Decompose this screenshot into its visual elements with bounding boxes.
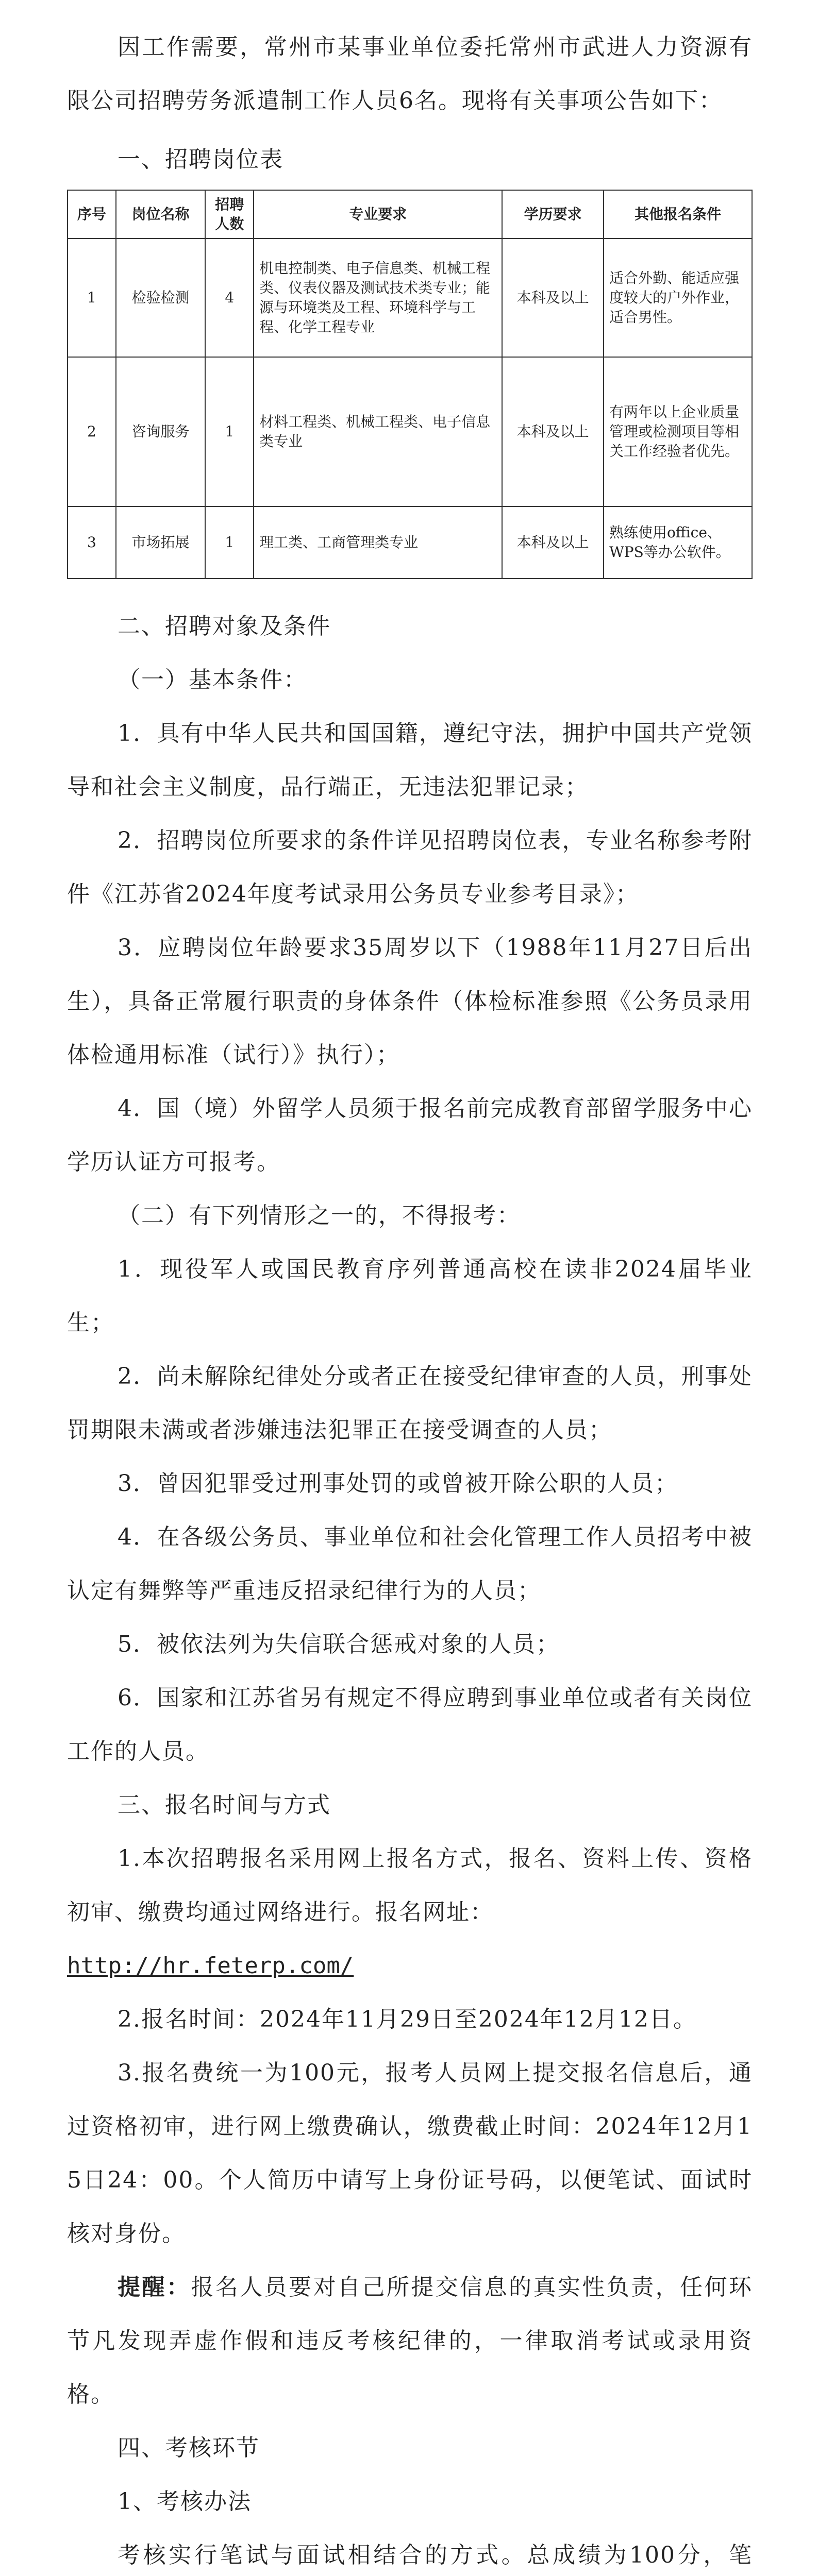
registration-method: 1.本次招聘报名采用网上报名方式，报名、资料上传、资格初审、缴费均通过网络进行。报名网址：: [67, 1845, 753, 1925]
registration-time: 2.报名时间：2024年11月29日至2024年12月12日。: [118, 2006, 697, 2032]
col-header-no: 序号: [68, 190, 116, 239]
intro-paragraph: 因工作需要，常州市某事业单位委托常州市武进人力资源有限公司招聘劳务派遣制工作人员6名。现将有关事项公告如下：: [67, 34, 753, 114]
cell-edu: 本科及以上: [502, 506, 604, 579]
exclusion-4: 4．在各级公务员、事业单位和社会化管理工作人员招考中被认定有舞弊等严重违反招录纪律行为的人员；: [67, 1524, 753, 1604]
section-heading-eligibility: 二、招聘对象及条件: [118, 613, 331, 639]
table-row: [68, 239, 752, 357]
announcement-body: [67, 21, 753, 2576]
registration-url-line: [67, 1939, 753, 1993]
cell-major: 材料工程类、机械工程类、电子信息类专业: [254, 357, 502, 506]
cell-no: 1: [68, 239, 116, 357]
subheading-basic-conditions: （一）基本条件：: [118, 667, 307, 693]
col-header-name: 岗位名称: [116, 190, 206, 239]
cell-name: 检验检测: [116, 239, 206, 357]
exclusion-2: 2．尚未解除纪律处分或者正在接受纪律审查的人员，刑事处罚期限未满或者涉嫌违法犯罪正在接受调查的人员；: [67, 1363, 753, 1443]
reminder-label: 提醒：: [118, 2274, 191, 2300]
exclusion-3: 3．曾因犯罪受过刑事处罚的或曾被开除公职的人员；: [118, 1470, 678, 1497]
section-heading-registration: 三、报名时间与方式: [118, 1792, 331, 1818]
cell-no: 3: [68, 506, 116, 579]
registration-fee: 3.报名费统一为100元，报考人员网上提交报名信息后，通过资格初审，进行网上缴费确认，缴费截止时间：2024年12月15日24：00。个人简历中请写上身份证号码，以便笔试、面试时核对身份。: [67, 2060, 753, 2247]
registration-reminder: [67, 2261, 753, 2421]
col-header-count: 招聘人数: [205, 190, 254, 239]
condition-1: 1．具有中华人民共和国国籍，遵纪守法，拥护中国共产党领导和社会主义制度，品行端正，无违法犯罪记录；: [67, 720, 753, 800]
subheading-assessment-method: 1、考核办法: [118, 2488, 252, 2515]
table-header-row: [68, 190, 752, 239]
exclusion-5: 5．被依法列为失信联合惩戒对象的人员；: [118, 1631, 560, 1657]
condition-4: 4．国（境）外留学人员须于报名前完成教育部留学服务中心学历认证方可报考。: [67, 1095, 753, 1175]
cell-name: 市场拓展: [116, 506, 206, 579]
positions-table: [67, 190, 753, 579]
cell-major: 机电控制类、电子信息类、机械工程类、仪表仪器及测试技术类专业；能源与环境类及工程、环境科学与工程、化学工程专业: [254, 239, 502, 357]
condition-3: 3．应聘岗位年龄要求35周岁以下（1988年11月27日后出生），具备正常履行职责的身体条件（体检标准参照《公务员录用体检通用标准（试行）》执行）；: [67, 935, 753, 1068]
reminder-text: 报名人员要对自己所提交信息的真实性负责，任何环节凡发现弄虚作假和违反考核纪律的，一律取消考试或录用资格。: [67, 2274, 753, 2408]
cell-major: 理工类、工商管理类专业: [254, 506, 502, 579]
cell-other: 熟练使用office、WPS等办公软件。: [604, 506, 752, 579]
col-header-edu: 学历要求: [502, 190, 604, 239]
condition-2: 2．招聘岗位所要求的条件详见招聘岗位表，专业名称参考附件《江苏省2024年度考试录用公务员专业参考目录》；: [67, 827, 753, 907]
cell-count: 1: [205, 506, 254, 579]
cell-count: 1: [205, 357, 254, 506]
section-heading-assessment: 四、考核环节: [118, 2435, 260, 2461]
section-heading-positions: 一、招聘岗位表: [118, 146, 283, 173]
assessment-paragraph-1: 考核实行笔试与面试相结合的方式。总成绩为100分，笔: [118, 2542, 753, 2568]
cell-no: 2: [68, 357, 116, 506]
table-row: [68, 357, 752, 506]
cell-name: 咨询服务: [116, 357, 206, 506]
exclusion-1: 1．现役军人或国民教育序列普通高校在读非2024届毕业生；: [67, 1256, 753, 1336]
table-row: [68, 506, 752, 579]
subheading-exclusions: （二）有下列情形之一的，不得报考：: [118, 1202, 521, 1229]
cell-other: 有两年以上企业质量管理或检测项目等相关工作经验者优先。: [604, 357, 752, 506]
cell-count: 4: [205, 239, 254, 357]
cell-edu: 本科及以上: [502, 239, 604, 357]
exclusion-6: 6．国家和江苏省另有规定不得应聘到事业单位或者有关岗位工作的人员。: [67, 1685, 753, 1765]
registration-url-link[interactable]: http://hr.feterp.com/: [67, 1953, 354, 1979]
col-header-other: 其他报名条件: [604, 190, 752, 239]
cell-edu: 本科及以上: [502, 357, 604, 506]
cell-other: 适合外勤、能适应强度较大的户外作业，适合男性。: [604, 239, 752, 357]
col-header-major: 专业要求: [254, 190, 502, 239]
